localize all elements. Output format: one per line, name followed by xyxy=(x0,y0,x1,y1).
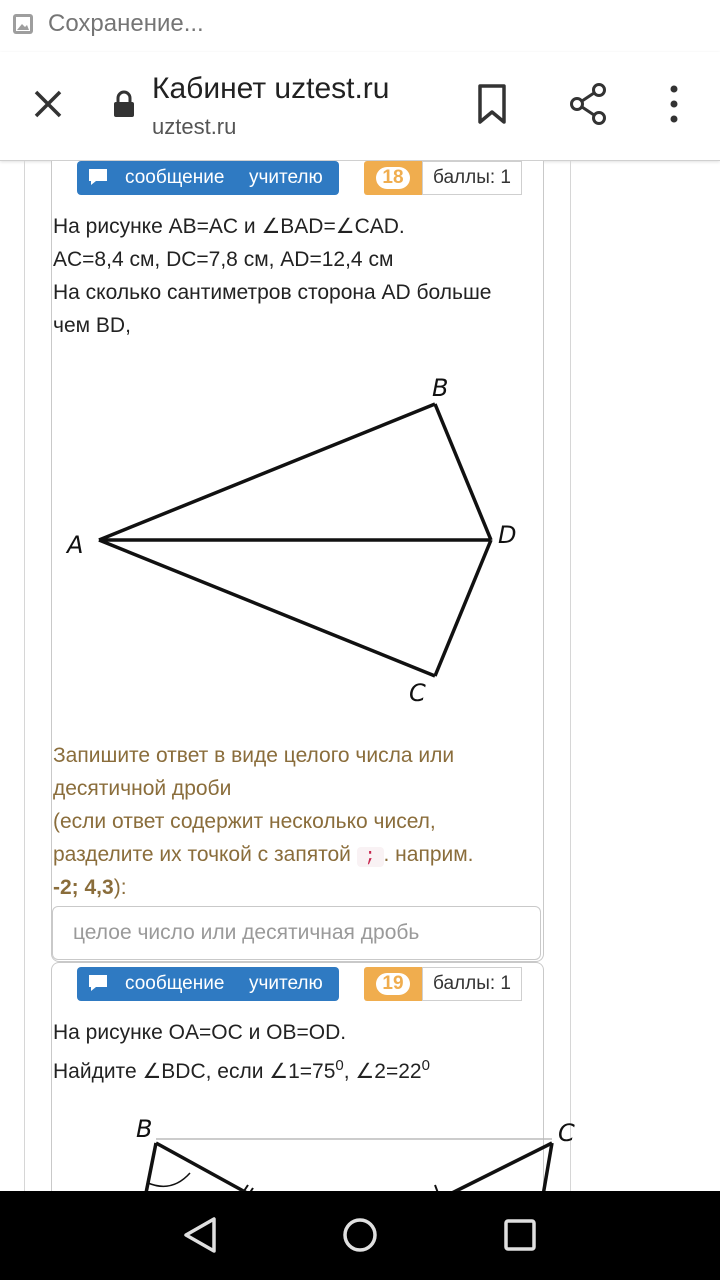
home-icon[interactable] xyxy=(340,1215,380,1255)
image-icon xyxy=(12,13,34,35)
hint-line-4 xyxy=(53,838,474,874)
triangle-figure xyxy=(52,361,543,721)
degree-sup-1: 0 xyxy=(335,1057,344,1074)
browser-toolbar xyxy=(0,52,720,161)
question-number-badge xyxy=(364,967,422,1001)
message-teacher-button[interactable] xyxy=(77,161,339,195)
question-text-part-2: , ∠2=22 xyxy=(343,1060,422,1083)
page-content xyxy=(0,161,720,1191)
status-text: Сохранение... xyxy=(48,10,204,37)
segment-ab xyxy=(99,404,435,540)
hint-line-4-text: разделите их точкой с запятой xyxy=(53,843,357,866)
segment-cd xyxy=(435,540,491,676)
label-b: B xyxy=(136,1115,153,1143)
question-number-badge xyxy=(364,161,422,195)
teacher-label: учителю xyxy=(249,973,323,994)
degree-sup-2: 0 xyxy=(421,1057,430,1074)
question-line-1: На рисунке AB=AC и ∠BAD=∠CAD. xyxy=(53,215,405,238)
lock-icon xyxy=(112,90,136,118)
label-c: C xyxy=(409,679,426,707)
hint-line-2: десятичной дроби xyxy=(53,777,232,800)
label-c: C xyxy=(558,1119,575,1147)
question-line-3: На сколько сантиметров сторона AD больше xyxy=(53,281,492,304)
back-icon[interactable] xyxy=(180,1215,220,1255)
system-nav-bar xyxy=(0,1191,720,1280)
label-b: B xyxy=(432,374,449,402)
question-card-18 xyxy=(51,161,544,962)
chat-icon xyxy=(87,973,109,993)
question-card-19 xyxy=(51,962,575,1203)
bookmark-icon[interactable] xyxy=(474,82,510,126)
hint-line-3: (если ответ содержит несколько чисел, xyxy=(53,810,436,833)
question-text-part-1: Найдите ∠BDC, если ∠1=75 xyxy=(53,1060,336,1083)
chat-icon xyxy=(87,167,109,187)
angle-arc xyxy=(148,1173,190,1186)
question-number: 19 xyxy=(376,973,409,995)
teacher-label: учителю xyxy=(249,167,323,188)
message-teacher-button[interactable] xyxy=(77,967,339,1001)
column-divider-left xyxy=(24,161,25,1191)
answer-input[interactable] xyxy=(52,906,541,960)
question-line-4: чем BD, xyxy=(53,314,131,337)
hint-line-4-tail: . наприм. xyxy=(383,843,474,866)
page-title: Кабинет uztest.ru xyxy=(152,72,390,105)
label-d: D xyxy=(498,521,517,549)
recent-apps-icon[interactable] xyxy=(500,1215,540,1255)
hint-line-5-tail: ): xyxy=(113,876,127,899)
more-vert-icon[interactable] xyxy=(664,84,684,124)
hint-separator-code: ; xyxy=(357,847,384,867)
column-divider-right xyxy=(570,161,571,1191)
hint-line-1: Запишите ответ в виде целого числа или xyxy=(53,744,455,767)
message-label: сообщение xyxy=(125,167,225,188)
question-number: 18 xyxy=(376,167,409,189)
segment-bd xyxy=(435,404,491,540)
close-icon[interactable] xyxy=(26,82,70,126)
hint-example: -2; 4,3 xyxy=(53,876,114,899)
share-icon[interactable] xyxy=(568,82,608,126)
question-line-2 xyxy=(53,1049,430,1088)
hint-line-5 xyxy=(53,871,127,904)
points-label: баллы: 1 xyxy=(422,161,522,195)
page-url[interactable]: uztest.ru xyxy=(152,114,237,139)
label-a: A xyxy=(67,531,84,559)
message-label: сообщение xyxy=(125,973,225,994)
question-line-1: На рисунке OA=OC и OB=OD. xyxy=(53,1021,347,1044)
points-label: баллы: 1 xyxy=(422,967,522,1001)
segment-ac xyxy=(99,540,435,676)
question-line-2: AC=8,4 см, DC=7,8 см, AD=12,4 см xyxy=(53,248,394,271)
angle-figure xyxy=(52,1113,575,1203)
status-bar xyxy=(0,0,720,52)
